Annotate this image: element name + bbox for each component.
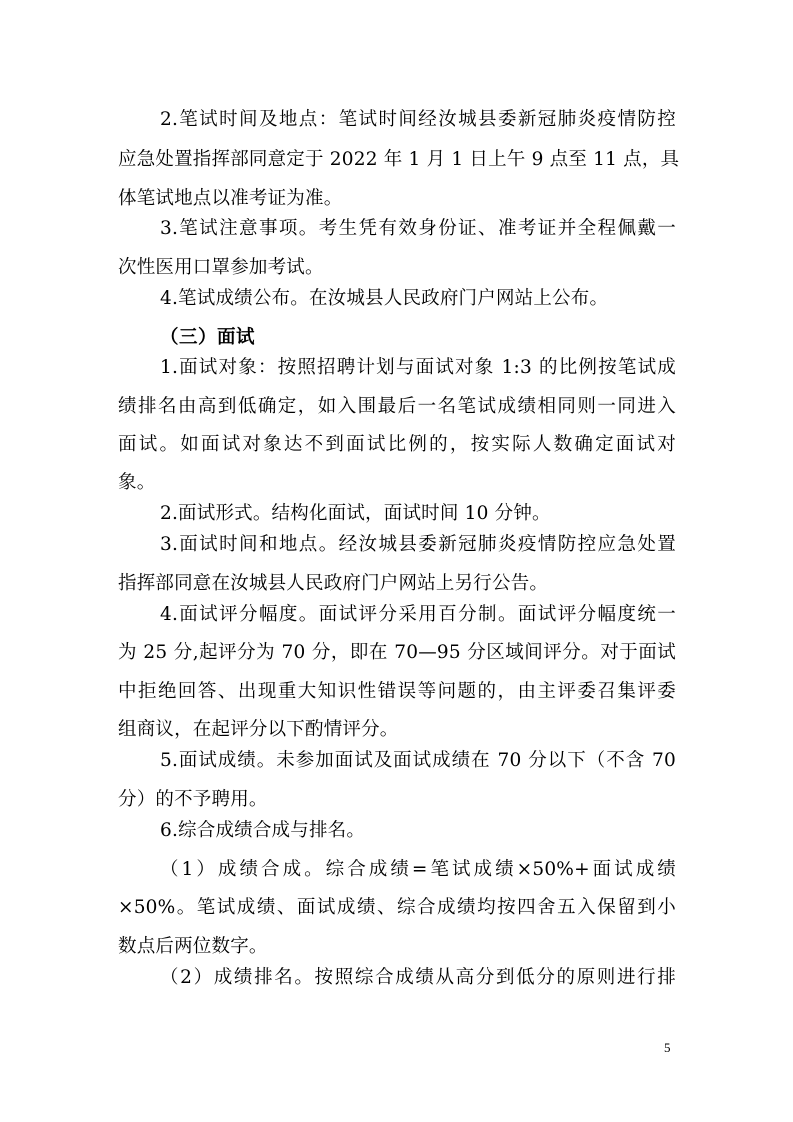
text-line: 绩排名由高到低确定，如入围最后一名笔试成绩相同则一同进入 bbox=[118, 396, 676, 417]
text-line: 6.综合成绩合成与排名。 bbox=[160, 820, 366, 841]
text-line: 3.面试时间和地点。经汝城县委新冠肺炎疫情防控应急处置 bbox=[160, 534, 676, 555]
text-line: 4.笔试成绩公布。在汝城县人民政府门户网站上公布。 bbox=[160, 288, 609, 309]
text-line: 次性医用口罩参加考试。 bbox=[118, 257, 324, 278]
text-line: 面试。如面试对象达不到面试比例的，按实际人数确定面试对 bbox=[118, 434, 676, 455]
section-heading: （三）面试 bbox=[160, 327, 256, 348]
text-line: 2.面试形式。结构化面试，面试时间 10 分钟。 bbox=[160, 503, 551, 524]
page-number: 5 bbox=[664, 1040, 671, 1055]
text-line: （2）成绩排名。按照综合成绩从高分到低分的原则进行排 bbox=[160, 967, 676, 988]
text-line: 组商议，在起评分以下酌情评分。 bbox=[118, 719, 399, 740]
text-line: 数点后两位数字。 bbox=[118, 936, 268, 957]
text-line: 体笔试地点以准考证为准。 bbox=[118, 188, 343, 209]
text-line: 中拒绝回答、出现重大知识性错误等问题的，由主评委召集评委 bbox=[118, 681, 676, 702]
text-line: 5.面试成绩。未参加面试及面试成绩在 70 分以下（不含 70 bbox=[160, 750, 676, 771]
text-line: 象。 bbox=[118, 472, 156, 493]
text-line: 4.面试评分幅度。面试评分采用百分制。面试评分幅度统一 bbox=[160, 604, 676, 625]
text-line: 3.笔试注意事项。考生凭有效身份证、准考证并全程佩戴一 bbox=[160, 218, 676, 239]
text-line: 指挥部同意在汝城县人民政府门户网站上另行公告。 bbox=[118, 573, 549, 594]
text-line: （1）成绩合成。综合成绩=笔试成绩×50%+面试成绩 bbox=[160, 859, 676, 880]
text-line: 2.笔试时间及地点：笔试时间经汝城县委新冠肺炎疫情防控 bbox=[160, 109, 676, 130]
text-line: 1.面试对象：按照招聘计划与面试对象 1:3 的比例按笔试成 bbox=[160, 357, 676, 378]
text-line: 为 25 分,起评分为 70 分，即在 70—95 分区域间评分。对于面试 bbox=[118, 642, 676, 663]
text-line: ×50%。笔试成绩、面试成绩、综合成绩均按四舍五入保留到小 bbox=[118, 897, 676, 918]
text-line: 应急处置指挥部同意定于 2022 年 1 月 1 日上午 9 点至 11 点，具 bbox=[118, 149, 680, 170]
text-line: 分）的不予聘用。 bbox=[118, 789, 268, 810]
